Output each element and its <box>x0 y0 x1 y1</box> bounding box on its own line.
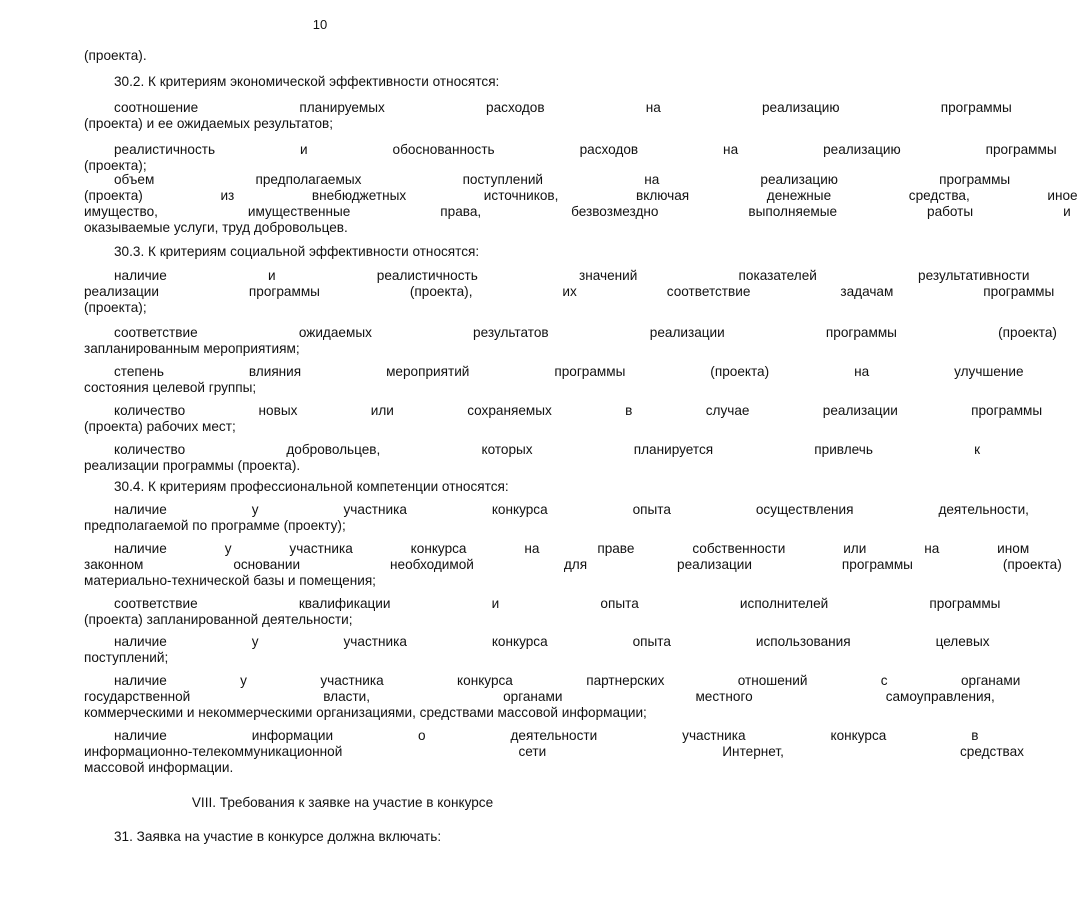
paragraph-30-2-heading: 30.2. К критериям экономической эффективности относятся: <box>114 74 500 89</box>
paragraph-criterion: наличие у участника конкурса опыта осуществления деятельности, предполагаемой по программе (проекту); <box>84 502 1029 533</box>
paragraph-criterion: наличие у участника конкурса опыта использования целевых поступлений; <box>84 634 990 665</box>
paragraph-criterion: наличие и реалистичность значений показателей результативности реализации программы (проекта), их соответствие задачам программы (проекта); <box>84 268 1055 315</box>
paragraph-criterion: соответствие ожидаемых результатов реализации программы (проекта) запланированным мероприятиям; <box>84 325 1057 356</box>
paragraph-criterion: объем предполагаемых поступлений на реализацию программы (проекта) из внебюджетных источников, включая денежные средства, иное имущество, имущественные права, безвозмездно выполняемые работы и оказываемые услуги, труд добровольцев. <box>84 172 1078 235</box>
paragraph-31: 31. Заявка на участие в конкурсе должна включать: <box>114 829 442 844</box>
page-number: 10 <box>312 17 328 32</box>
paragraph-criterion: наличие у участника конкурса партнерских отношений с органами государственной власти, органами местного самоуправления, коммерческими и некоммерческими организациями, средствами массовой информации; <box>84 673 1021 720</box>
paragraph-criterion: соотношение планируемых расходов на реализацию программы (проекта) и ее ожидаемых результатов; <box>84 100 1012 131</box>
paragraph-criterion: степень влияния мероприятий программы (проекта) на улучшение состояния целевой группы; <box>84 364 1024 395</box>
paragraph-criterion: наличие информации о деятельности участника конкурса в информационно-телекоммуникационной сети Интернет, средствах массовой информации. <box>84 728 1024 775</box>
paragraph-criterion: реалистичность и обоснованность расходов на реализацию программы (проекта); <box>84 142 1057 173</box>
paragraph-criterion: количество новых или сохраняемых в случае реализации программы (проекта) рабочих мест; <box>84 403 1043 434</box>
paragraph-criterion: наличие у участника конкурса на праве собственности или на ином законном основании необходимой для реализации программы (проекта) материально-технической базы и помещения; <box>84 541 1062 588</box>
paragraph-30-3-heading: 30.3. К критериям социальной эффективности относятся: <box>114 244 480 259</box>
paragraph-30-4-heading: 30.4. К критериям профессиональной компетенции относятся: <box>114 479 509 494</box>
section-heading: VIII. Требования к заявке на участие в конкурсе <box>191 795 494 810</box>
paragraph-criterion: количество добровольцев, которых планируется привлечь к реализации программы (проекта). <box>84 442 981 473</box>
paragraph-continuation: (проекта). <box>84 48 147 63</box>
paragraph-criterion: соответствие квалификации и опыта исполнителей программы (проекта) запланированной деятельности; <box>84 596 1001 627</box>
